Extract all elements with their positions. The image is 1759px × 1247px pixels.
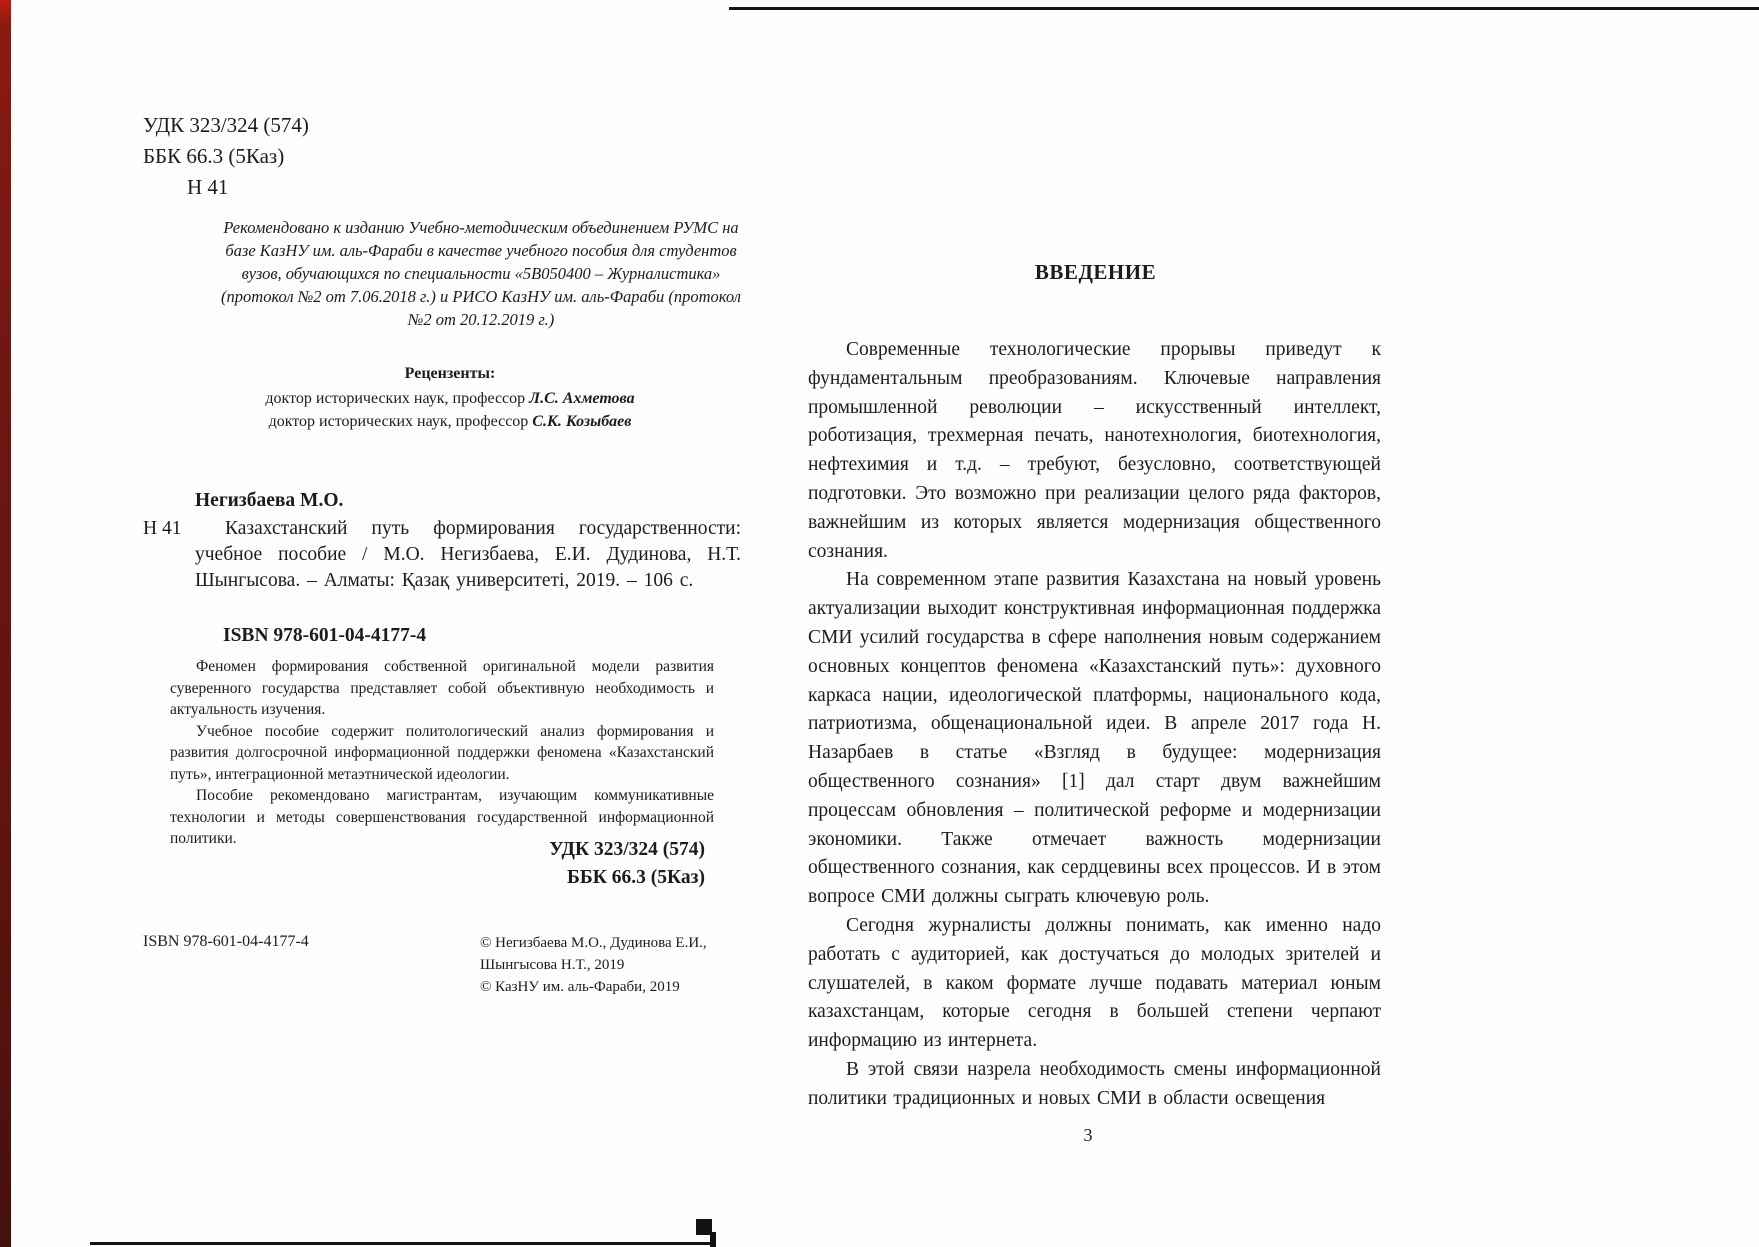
reviewers-heading: Рецензенты: — [404, 365, 496, 382]
introduction-page — [808, 0, 1383, 1247]
reviewer-title: доктор исторических наук, профессор — [268, 413, 533, 430]
catalog-entry: Казахстанский путь формирования государственности: учебное пособие / М.О. Негизбаева, Е.И. Дудинова, Н.Т. Шынгысова. – Алматы: Қазақ университеті, 2019. – 106 с. — [195, 518, 741, 591]
body-text — [808, 336, 1381, 1114]
annotation-block — [170, 656, 714, 850]
page-number: 3 — [1083, 1125, 1093, 1145]
body-paragraph: Сегодня журналисты должны понимать, как именно надо работать с аудиторией, как достучаться до молодых зрителей и слушателей, в каком формате лучше подавать материал юным казахстанцам, которые сегодня в большей степени черпают информацию из интернета. — [808, 914, 1381, 1052]
classification-block — [143, 110, 309, 203]
reviewer-name: С.К. Козыбаев — [532, 413, 632, 430]
chapter-heading: ВВЕДЕНИЕ — [1034, 260, 1157, 284]
annotation-paragraph: Пособие рекомендовано магистрантам, изучающим коммуникативные технологии и методы совершенствования государственной информационной политики. — [170, 787, 714, 847]
udc-number: УДК 323/324 (574) — [143, 113, 309, 137]
copyright-block — [480, 932, 707, 998]
body-paragraph: Современные технологические прорывы приведут к фундаментальным преобразованиям. Ключевые направления промышленной революции – искусственный интеллект, роботизация, трехмерная печать, нанотехнология, биотехнология, нефтехимия и т.д. – требуют, безусловно, соответствующей подготовки. Это возможно при реализации целого ряда факторов, важнейшим из которых является модернизация общественного сознания. — [808, 339, 1381, 562]
annotation-paragraph: Феномен формирования собственной оригинальной модели развития суверенного государства представляет собой объективную необходимость и актуальность изучения. — [170, 658, 714, 718]
recommendation-note: Рекомендовано к изданию Учебно-методическим объединением РУМС на базе КазНУ им. аль-Фараби в качестве учебного пособия для студентов вузов, обучающихся по специальности «5В050400 – Журналистика» (протокол №2 от 7.06.2018 г.) и РИСО КазНУ им. аль-Фараби (протокол №2 от 20.12.2019 г.) — [221, 218, 741, 329]
classification-footer — [95, 836, 705, 892]
body-paragraph: В этой связи назрела необходимость смены информационной политики традиционных и новых СМИ в области освещения — [808, 1058, 1381, 1109]
isbn-number: ISBN 978-601-04-4177-4 — [223, 625, 427, 646]
body-paragraph: На современном этапе развития Казахстана на новый уровень актуализации выходит конструктивная информационная поддержка СМИ усилий государства в сфере наполнения новым содержанием основных концептов феномена «Казахстанский путь»: духовного каркаса нации, идеологической платформы, национального кода, патриотизма, общенациональной идеи. В апреле 2017 года Н. Назарбаев в статье «Взгляд в будущее: модернизация общественного сознания» [1] дал старт двум важнейшим процессам обновления – политической реформе и модернизации экономики. Также отмечает важность модернизации общественного сознания, как сердцевины всех процессов. И в этом вопросе СМИ должны сыграть ключевую роль. — [808, 569, 1381, 908]
author-sign: Н 41 — [187, 175, 229, 199]
udc-footer: УДК 323/324 (574) — [549, 839, 705, 860]
bbk-footer: ББК 66.3 (5Каз) — [566, 867, 705, 888]
book-author: Негизбаева М.О. — [195, 490, 344, 511]
isbn-footer: ISBN 978-601-04-4177-4 — [143, 933, 309, 950]
reviewer-line — [155, 410, 745, 433]
bbk-number: ББК 66.3 (5Каз) — [143, 144, 285, 168]
reviewer-line — [155, 387, 745, 410]
annotation-paragraph: Учебное пособие содержит политологический анализ формирования и развития долгосрочной информационной поддержки феномена «Казахстанский путь», интеграционной метаэтнической идеологии. — [170, 722, 714, 783]
scan-edge-strip — [0, 0, 11, 1247]
reviewers-block — [155, 362, 745, 433]
catalog-code: Н 41 — [143, 518, 182, 539]
reviewer-title: доктор исторических наук, профессор — [265, 390, 530, 407]
copyright-line: © КазНУ им. аль-Фараби, 2019 — [480, 979, 680, 995]
imprint-page — [95, 0, 745, 1247]
copyright-line: © Негизбаева М.О., Дудинова Е.И., — [480, 935, 707, 951]
reviewer-name: Л.С. Ахметова — [529, 390, 635, 407]
copyright-line: Шынгысова Н.Т., 2019 — [480, 957, 625, 973]
